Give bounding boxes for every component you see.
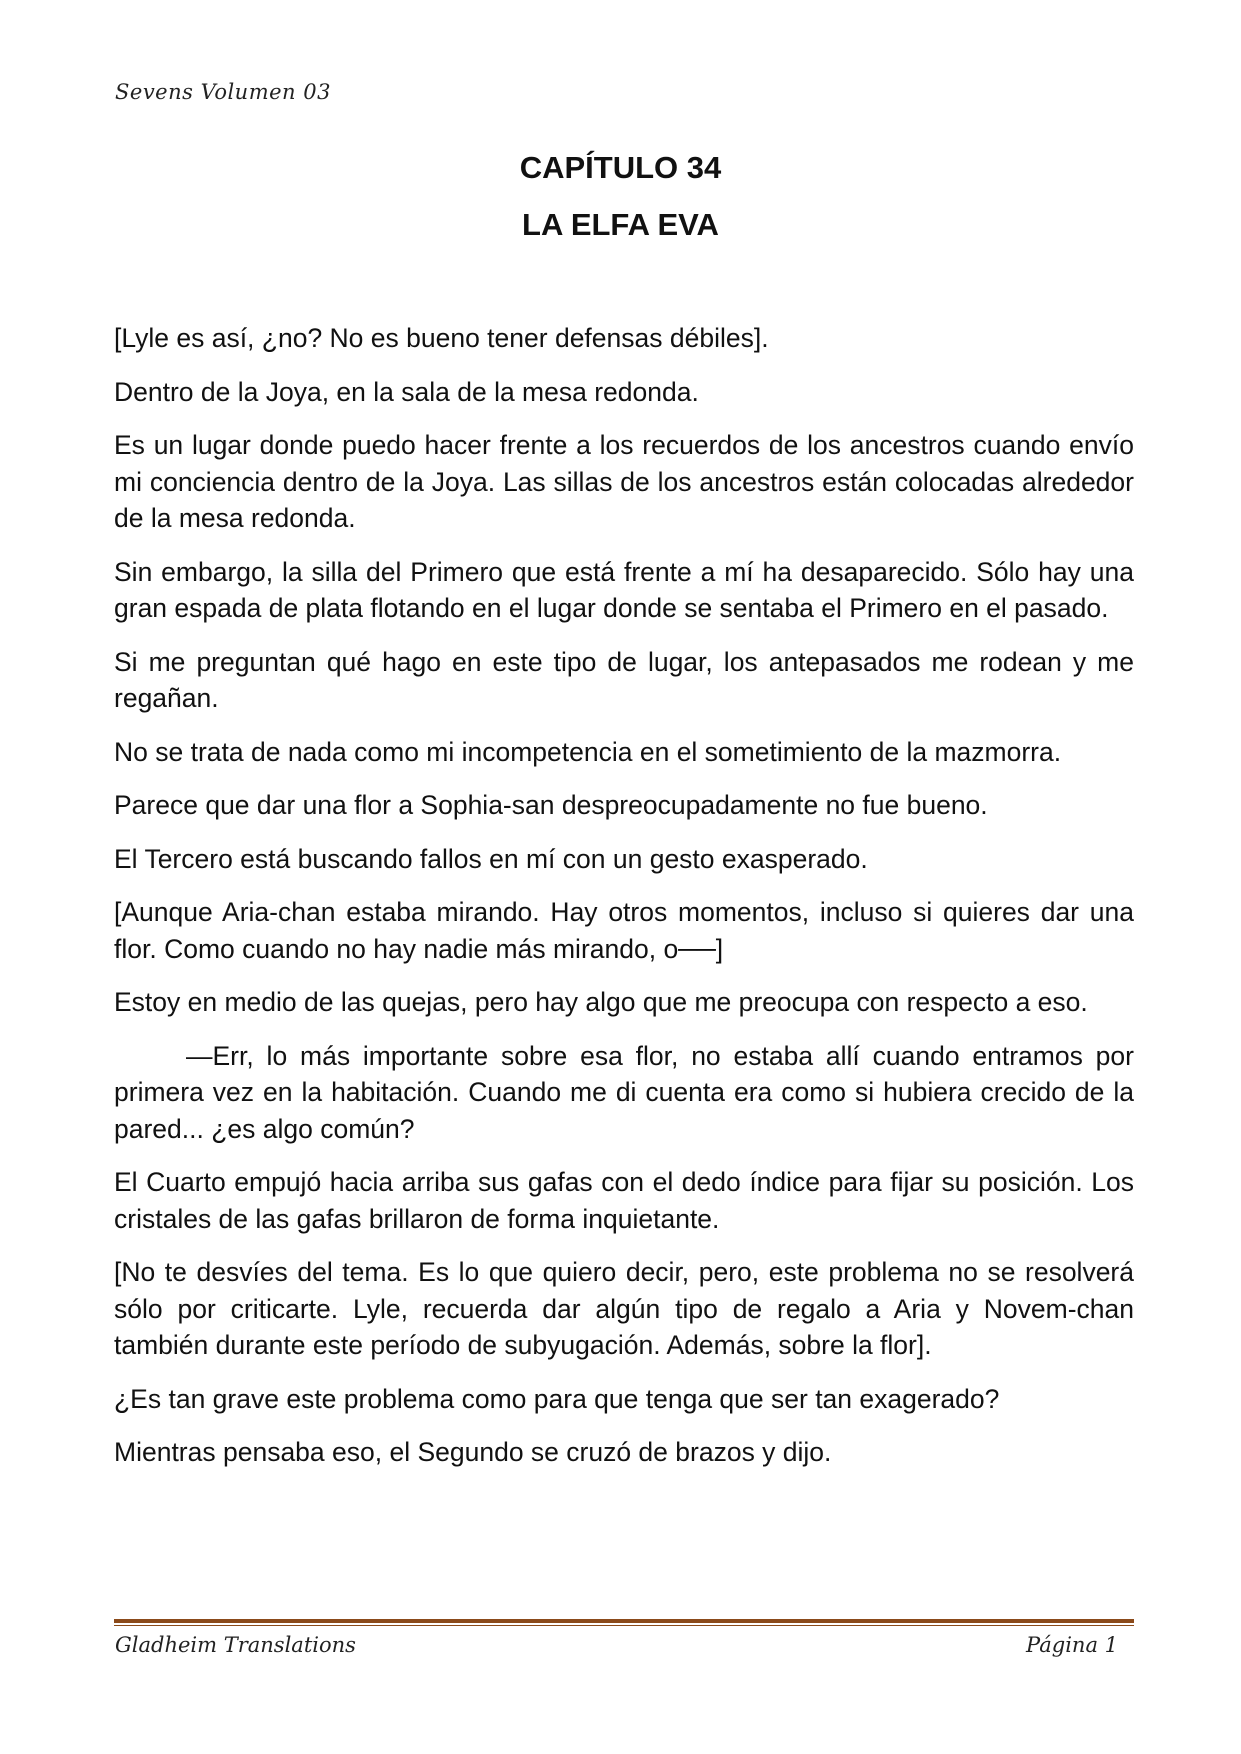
- paragraph: [Aunque Aria-chan estaba mirando. Hay otros momentos, incluso si quieres dar una flor. Como cuando no hay nadie más mirando, o──]: [114, 897, 1134, 964]
- paragraph: [No te desvíes del tema. Es lo que quiero decir, pero, este problema no se resolverá sólo por criticarte. Lyle, recuerda dar algún tipo de regalo a Aria y Novem-chan también durante este período de subyugación. Además, sobre la flor].: [114, 1257, 1134, 1360]
- paragraph: El Cuarto empujó hacia arriba sus gafas con el dedo índice para fijar su posición. Los cristales de las gafas brillaron de forma inquietante.: [114, 1167, 1134, 1234]
- footer-page-number: Página 1: [1026, 1633, 1118, 1657]
- running-header: Sevens Volumen 03: [115, 80, 331, 104]
- paragraph: Mientras pensaba eso, el Segundo se cruzó de brazos y dijo.: [114, 1437, 832, 1467]
- paragraph: Si me preguntan qué hago en este tipo de lugar, los antepasados me rodean y me regañan.: [114, 646, 1134, 713]
- paragraph: Sin embargo, la silla del Primero que está frente a mí ha desaparecido. Sólo hay una gran espada de plata flotando en el lugar donde se sentaba el Primero en el pasado.: [114, 556, 1134, 623]
- paragraph: Dentro de la Joya, en la sala de la mesa redonda.: [114, 376, 699, 407]
- chapter-number: CAPÍTULO 34: [519, 150, 722, 185]
- paragraph-dialogue: —Err, lo más importante sobre esa flor, no estaba allí cuando entramos por primera vez en la habitación. Cuando me di cuenta era como si hubiera crecido de la pared... ¿es algo común?: [114, 1040, 1134, 1144]
- paragraph: [Lyle es así, ¿no? No es bueno tener defensas débiles].: [114, 323, 769, 353]
- chapter-body: [114, 320, 1134, 1488]
- footer-divider-thin: [114, 1625, 1134, 1626]
- footer-publisher: Gladheim Translations: [115, 1633, 356, 1657]
- paragraph: Parece que dar una flor a Sophia-san despreocupadamente no fue bueno.: [114, 790, 988, 820]
- paragraph: Estoy en medio de las quejas, pero hay algo que me preocupa con respecto a eso.: [114, 987, 1088, 1017]
- paragraph: ¿Es tan grave este problema como para que tenga que ser tan exagerado?: [114, 1383, 1000, 1414]
- paragraph: No se trata de nada como mi incompetencia en el sometimiento de la mazmorra.: [114, 736, 1062, 767]
- chapter-title: LA ELFA EVA: [522, 207, 719, 242]
- paragraph: El Tercero está buscando fallos en mí con un gesto exasperado.: [114, 843, 868, 874]
- footer-divider: [114, 1619, 1134, 1623]
- paragraph: Es un lugar donde puedo hacer frente a los recuerdos de los ancestros cuando envío mi conciencia dentro de la Joya. Las sillas de los ancestros están colocadas alrededor de la mesa redonda.: [114, 430, 1134, 533]
